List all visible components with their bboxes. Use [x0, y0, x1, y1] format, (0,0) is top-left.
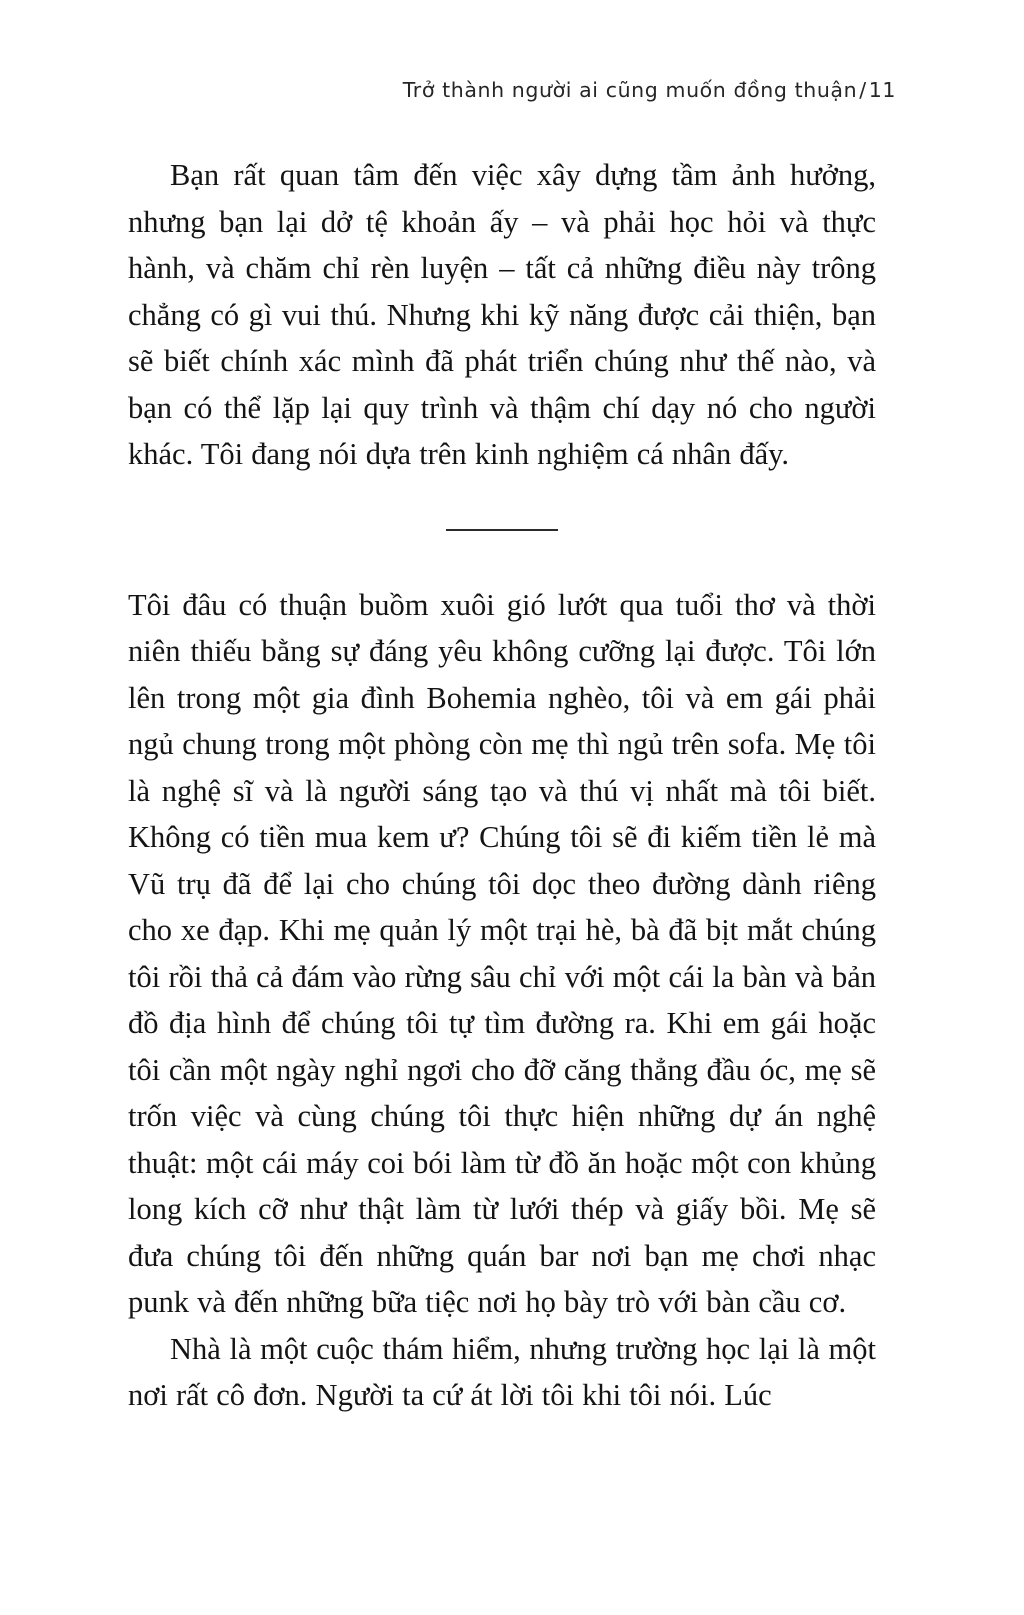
running-head: [0, 78, 896, 102]
running-head-chapter-title: Trở thành người ai cũng muốn đồng thuận: [402, 78, 858, 102]
paragraph-1: Bạn rất quan tâm đến việc xây dựng tầm ảnh hưởng, nhưng bạn lại dở tệ khoản ấy – và phải học hỏi và thực hành, và chăm chỉ rèn luyện – tất cả những điều này trông chẳng có gì vui thú. Nhưng khi kỹ năng được cải thiện, bạn sẽ biết chính xác mình đã phát triển chúng như thế nào, và bạn có thể lặp lại quy trình và thậm chí dạy nó cho người khác. Tôi đang nói dựa trên kinh nghiệm cá nhân đấy.: [128, 158, 876, 471]
body-text-column: [128, 152, 876, 1419]
paragraph-3: Nhà là một cuộc thám hiểm, nhưng trường học lại là một nơi rất cô đơn. Người ta cứ át lời tôi khi tôi nói. Lúc: [128, 1331, 876, 1412]
page-number: 11: [868, 78, 896, 102]
running-head-separator: /: [859, 78, 867, 102]
section-break: [128, 478, 876, 582]
paragraph-2: Tôi đâu có thuận buồm xuôi gió lướt qua tuổi thơ và thời niên thiếu bằng sự đáng yêu không cưỡng lại được. Tôi lớn lên trong một gia đình Bohemia nghèo, tôi và em gái phải ngủ chung trong một phòng còn mẹ thì ngủ trên sofa. Mẹ tôi là nghệ sĩ và là người sáng tạo và thú vị nhất mà tôi biết. Không có tiền mua kem ư? Chúng tôi sẽ đi kiếm tiền lẻ mà Vũ trụ đã để lại cho chúng tôi dọc theo đường dành riêng cho xe đạp. Khi mẹ quản lý một trại hè, bà đã bịt mắt chúng tôi rồi thả cả đám vào rừng sâu chỉ với một cái la bàn và bản đồ địa hình để chúng tôi tự tìm đường ra. Khi em gái hoặc tôi cần một ngày nghỉ ngơi cho đỡ căng thẳng đầu óc, mẹ sẽ trốn việc và cùng chúng tôi thực hiện những dự án nghệ thuật: một cái máy coi bói làm từ đồ ăn hoặc một con khủng long kích cỡ như thật làm từ lưới thép và giấy bồi. Mẹ sẽ đưa chúng tôi đến những quán bar nơi bạn mẹ chơi nhạc punk và đến những bữa tiệc nơi họ bày trò với bàn cầu cơ.: [128, 587, 876, 1319]
section-break-rule-icon: [446, 529, 558, 531]
